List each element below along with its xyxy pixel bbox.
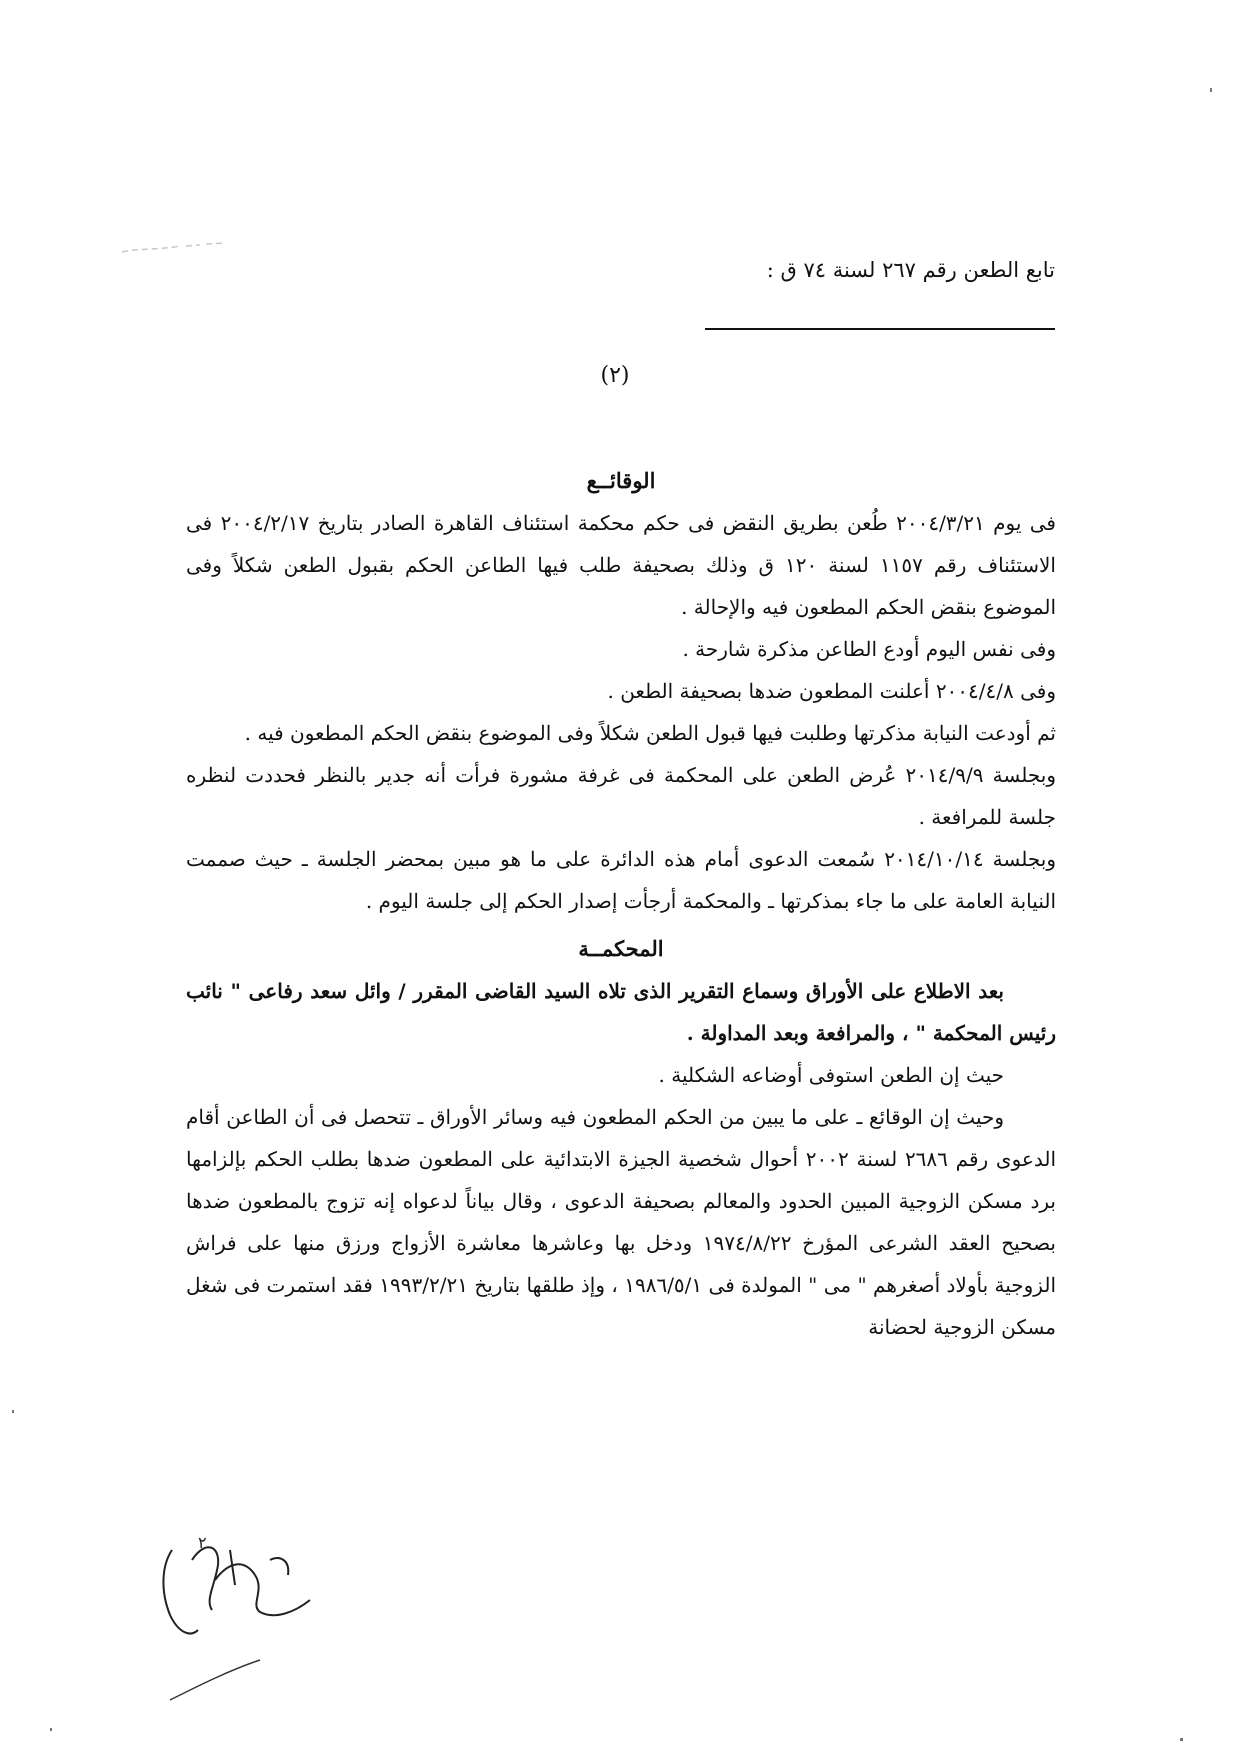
court-paragraph: حيث إن الطعن استوفى أوضاعه الشكلية .	[658, 1063, 1004, 1087]
facts-paragraph: وبجلسة ٢٠١٤/١٠/١٤ سُمعت الدعوى أمام هذه الدائرة على ما هو مبين بمحضر الجلسة ـ حيث صممت النيابة العامة على ما جاء بمذكرتها ـ والمحكمة أرجأت إصدار الحكم إلى جلسة اليوم .	[186, 847, 1056, 913]
court-paragraph: وحيث إن الوقائع ـ على ما يبين من الحكم المطعون فيه وسائر الأوراق ـ تتحصل فى أن الطاعن أقام الدعوى رقم ٢٦٨٦ لسنة ٢٠٠٢ أحوال شخصية الجيزة الابتدائية على المطعون ضدها بطلب الحكم بإلزامها برد مسكن الزوجية المبين الحدود والمعالم بصحيفة الدعوى ، وقال بياناً لدعواه إنه تزوج بالمطعون ضدها بصحيح العقد الشرعى المؤرخ ١٩٧٤/٨/٢٢ ودخل بها وعاشرها معاشرة الأزواج ورزق منها على فراش الزوجية بأولاد أصغرهم " مى " المولدة فى ١٩٨٦/٥/١ ، وإذ طلقها بتاريخ ١٩٩٣/٢/٢١ فقد استمرت فى شغل مسكن الزوجية لحضانة	[186, 1105, 1056, 1339]
scan-dot	[1210, 88, 1212, 92]
facts-paragraph: وفى ٢٠٠٤/٤/٨ أعلنت المطعون ضدها بصحيفة الطعن .	[607, 679, 1056, 703]
handwritten-signature	[160, 1520, 330, 1720]
facts-paragraph: فى يوم ٢٠٠٤/٣/٢١ طُعن بطريق النقض فى حكم محكمة استئناف القاهرة الصادر بتاريخ ٢٠٠٤/٢/١٧ فى الاستئناف رقم ١١٥٧ لسنة ١٢٠ ق وذلك بصحيفة طلب فيها الطاعن الحكم بقبول الطعن شكلاً وفى الموضوع بنقض الحكم المطعون فيه والإحالة .	[186, 511, 1056, 619]
court-heading: المحكمــة	[578, 936, 664, 961]
court-proceedings-paragraph: بعد الاطلاع على الأوراق وسماع التقرير الذى تلاه السيد القاضى المقرر / وائل سعد رفاعى " نائب رئيس المحكمة " ، والمرافعة وبعد المداولة .	[186, 979, 1056, 1045]
scan-dot	[12, 1410, 14, 1413]
facts-heading: الوقائــع	[586, 468, 656, 493]
scan-dot	[1180, 1738, 1183, 1741]
case-reference-header: تابع الطعن رقم ٢٦٧ لسنة ٧٤ ق :	[766, 258, 1055, 282]
facts-paragraph: وفى نفس اليوم أودع الطاعن مذكرة شارحة .	[682, 637, 1056, 661]
scan-dot	[50, 1728, 52, 1731]
facts-paragraph: ثم أودعت النيابة مذكرتها وطلبت فيها قبول الطعن شكلاً وفى الموضوع بنقض الحكم المطعون فيه .	[244, 721, 1056, 745]
document-body	[186, 460, 1056, 1348]
signature-page-mark: ٢	[198, 1533, 207, 1552]
header-underline	[705, 328, 1055, 330]
scan-mark	[120, 234, 230, 264]
facts-paragraph: وبجلسة ٢٠١٤/٩/٩ عُرض الطعن على المحكمة فى غرفة مشورة فرأت أنه جدير بالنظر فحددت لنظره جلسة للمرافعة .	[186, 763, 1056, 829]
page-number: (٢)	[600, 363, 630, 388]
